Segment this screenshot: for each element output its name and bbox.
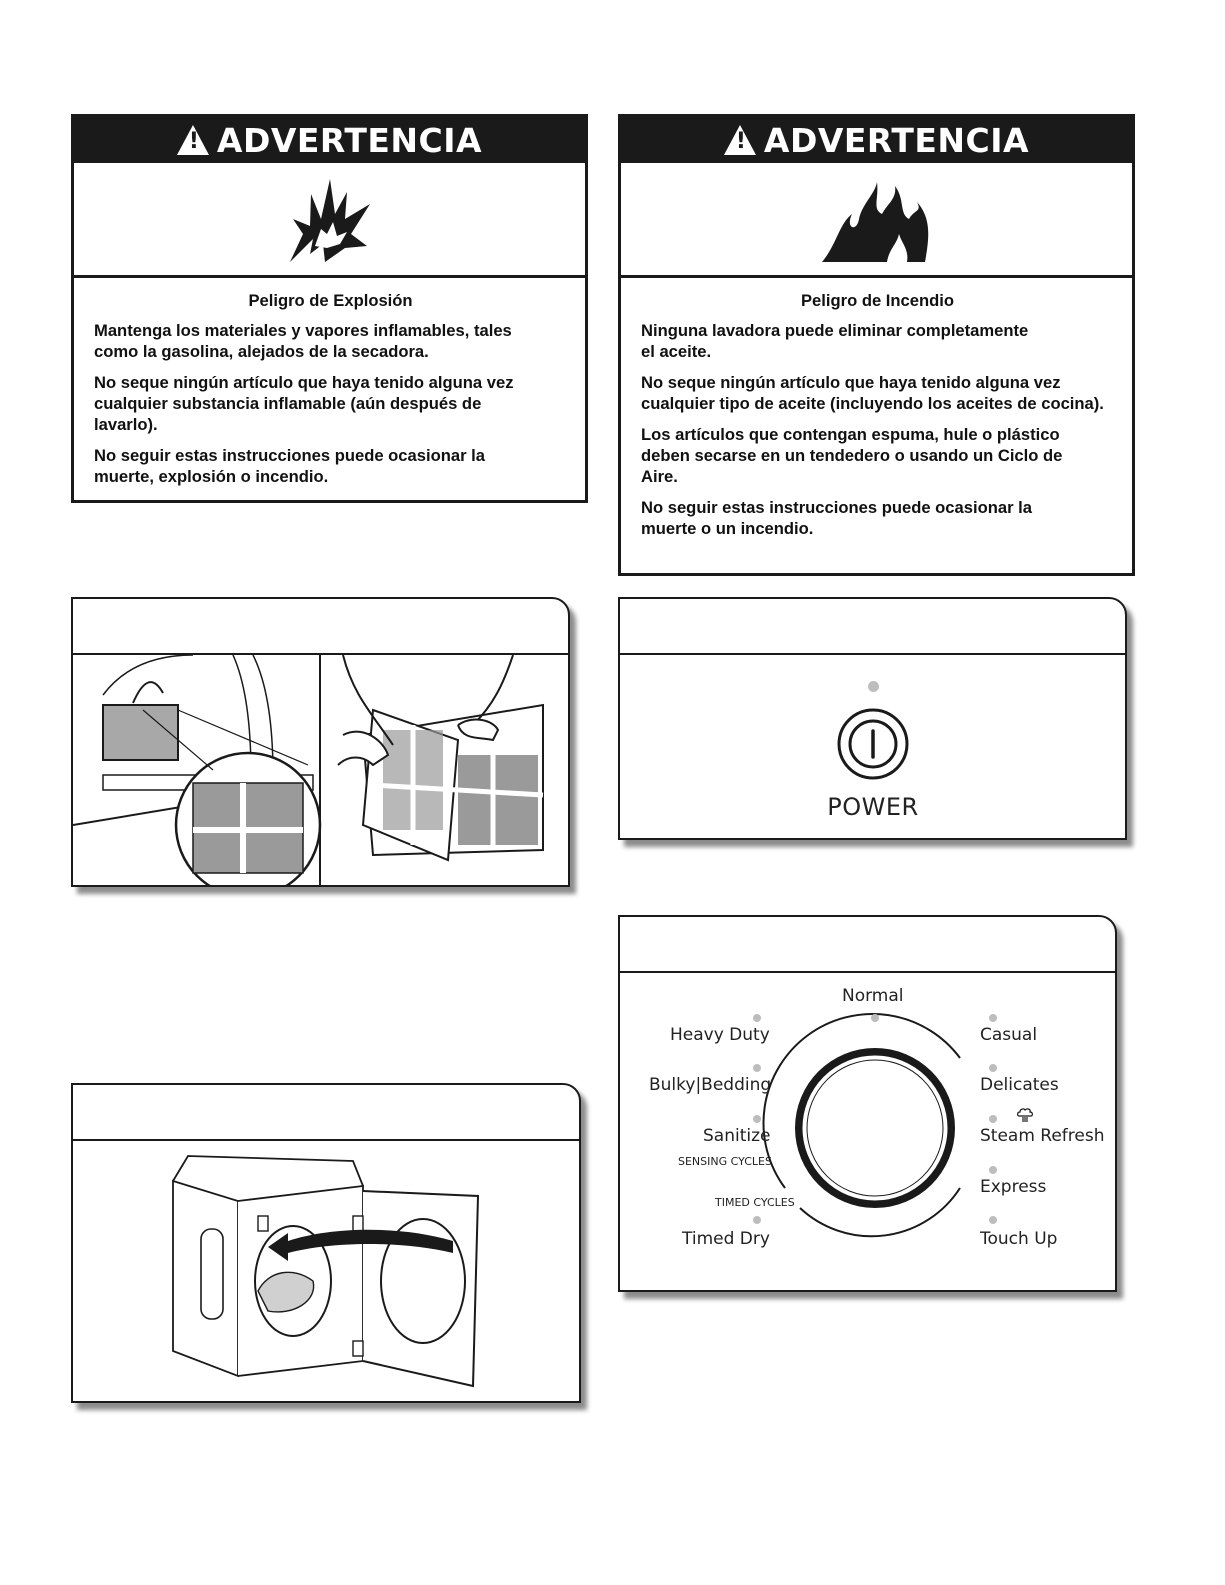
warning-paragraph: No seque ningún artículo que haya tenido alguna vez cualquier substancia inflamable (aún después de lavarlo).	[94, 373, 514, 434]
cycle-dial-body	[620, 973, 1115, 1290]
steam-icon	[1016, 1107, 1034, 1123]
warning-header	[621, 117, 1132, 163]
warning-subtitle: Peligro de Incendio	[800, 291, 955, 310]
cycle-led	[871, 1014, 879, 1022]
cycle-casual[interactable]: Casual	[980, 1025, 1038, 1045]
panel-header	[620, 599, 1125, 655]
panel-header	[620, 917, 1115, 973]
cycle-led	[753, 1014, 761, 1022]
cycle-led	[989, 1014, 997, 1022]
warning-paragraph: No seguir estas instrucciones puede ocasionar la muerte o un incendio.	[641, 498, 1033, 538]
power-panel-body	[620, 655, 1125, 838]
cycle-touch-up[interactable]: Touch Up	[980, 1229, 1058, 1249]
cycle-led	[989, 1064, 997, 1072]
cycle-led	[989, 1115, 997, 1123]
cycle-led	[753, 1216, 761, 1224]
warning-body	[621, 278, 1132, 559]
cycle-sanitize[interactable]: Sanitize	[703, 1126, 771, 1146]
warning-paragraph: Ninguna lavadora puede eliminar completamente el aceite.	[641, 321, 1029, 361]
warning-paragraph: Mantenga los materiales y vapores inflamables, tales como la gasolina, alejados de la secadora.	[94, 321, 512, 361]
cycle-normal[interactable]: Normal	[842, 986, 904, 1006]
power-button[interactable]	[836, 707, 910, 781]
cycle-led	[753, 1115, 761, 1123]
power-indicator-led	[868, 681, 879, 692]
warning-title: ADVERTENCIA	[763, 120, 1030, 160]
warning-paragraph: No seque ningún artículo que haya tenido alguna vez cualquier tipo de aceite (incluyendo los aceites de cocina).	[641, 373, 1104, 413]
cycle-dial-panel	[618, 915, 1117, 1292]
cycle-led	[989, 1166, 997, 1174]
cycle-timed-dry[interactable]: Timed Dry	[682, 1229, 770, 1249]
power-label: POWER	[827, 793, 919, 821]
dryer-door-panel	[71, 1083, 581, 1403]
explosion-icon	[74, 163, 585, 278]
lint-filter-panel	[71, 597, 570, 887]
warning-triangle-icon	[724, 125, 756, 155]
cycle-bulky-bedding[interactable]: Bulky|Bedding	[649, 1075, 772, 1095]
warning-title: ADVERTENCIA	[216, 120, 483, 160]
warning-paragraph: No seguir estas instrucciones puede ocasionar la muerte, explosión o incendio.	[94, 446, 486, 486]
warning-body	[74, 278, 585, 507]
panel-header	[73, 599, 568, 655]
panel-header	[73, 1085, 579, 1141]
fire-icon	[621, 163, 1132, 278]
power-icon	[836, 707, 910, 781]
power-panel	[618, 597, 1127, 840]
warning-box-fire	[618, 114, 1135, 576]
cycle-led	[753, 1064, 761, 1072]
sensing-cycles-label: SENSING CYCLES	[678, 1155, 772, 1168]
dryer-door-illustration	[73, 1141, 579, 1401]
warning-triangle-icon	[177, 125, 209, 155]
cycle-express[interactable]: Express	[980, 1177, 1047, 1197]
warning-paragraph: Los artículos que contengan espuma, hule o plástico deben secarse en un tendedero o usando un Ciclo de Aire.	[641, 425, 1063, 486]
lint-filter-illustration	[73, 655, 568, 885]
cycle-heavy-duty[interactable]: Heavy Duty	[670, 1025, 770, 1045]
warning-subtitle: Peligro de Explosión	[248, 291, 413, 310]
timed-cycles-label: TIMED CYCLES	[715, 1196, 795, 1209]
cycle-led	[989, 1216, 997, 1224]
warning-box-explosion	[71, 114, 588, 503]
cycle-delicates[interactable]: Delicates	[980, 1075, 1059, 1095]
warning-header	[74, 117, 585, 163]
cycle-steam-refresh[interactable]: Steam Refresh	[980, 1126, 1105, 1146]
